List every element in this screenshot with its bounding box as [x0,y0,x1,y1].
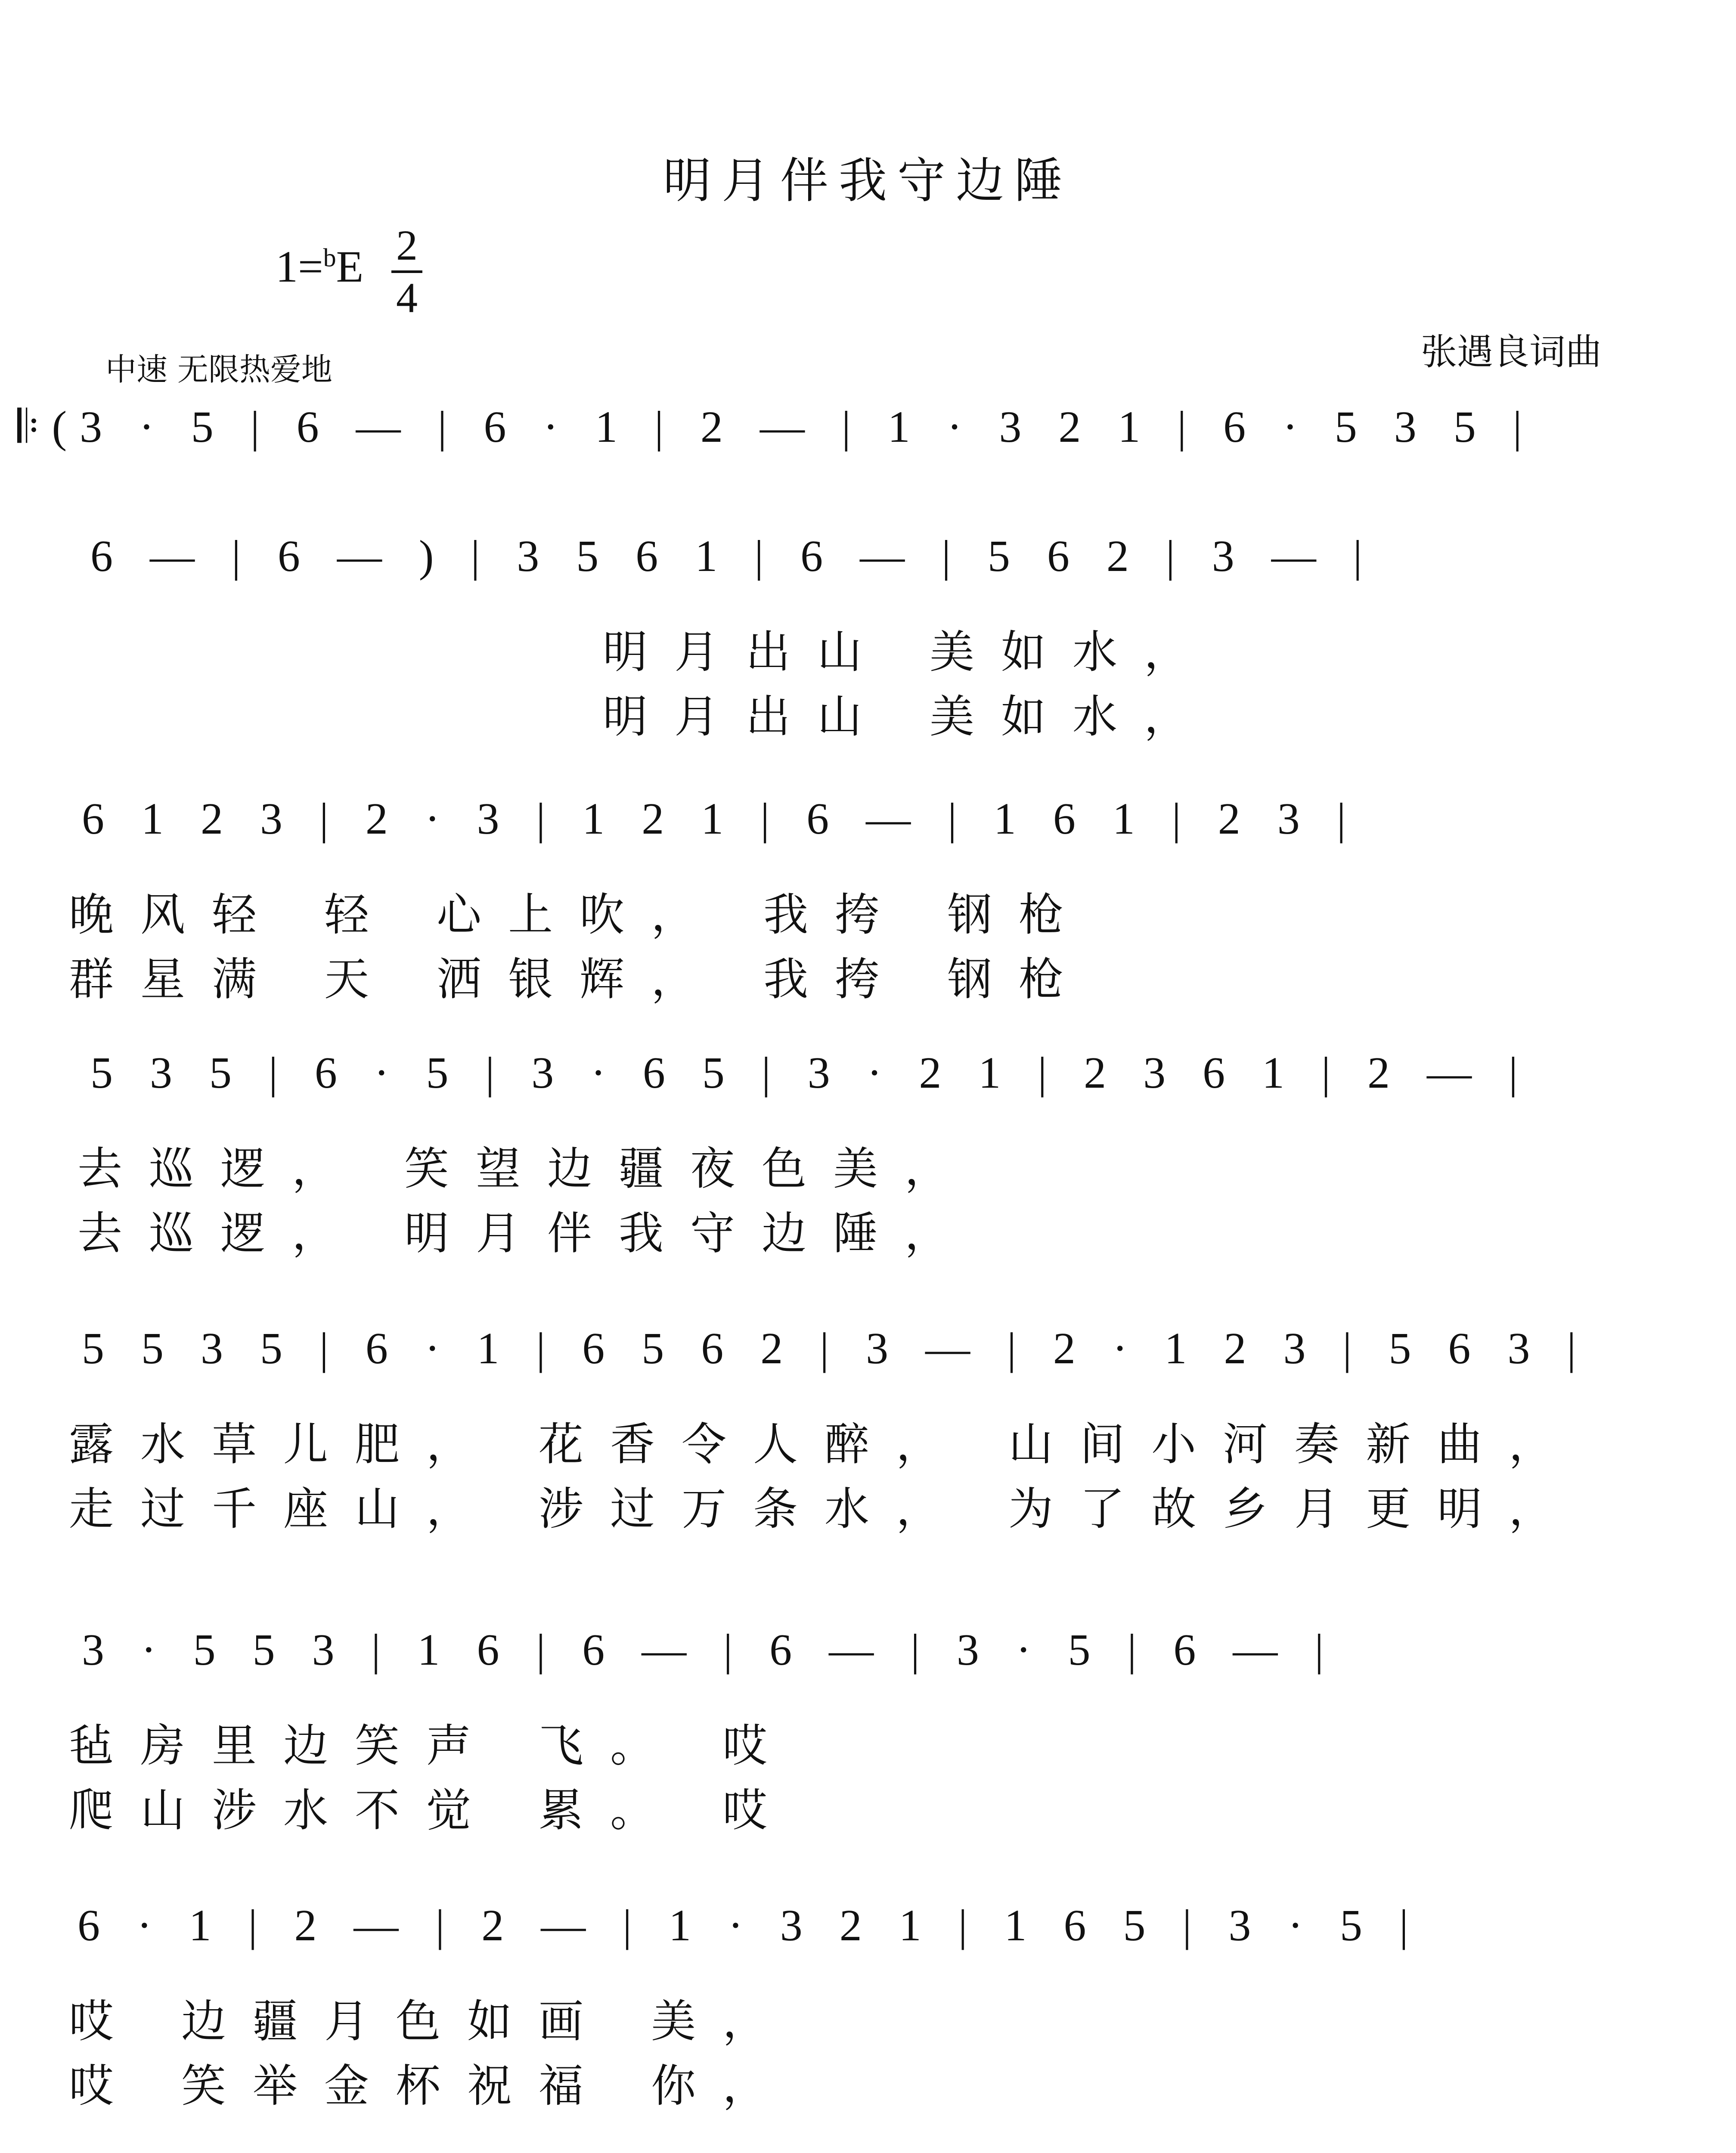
lyrics-verse-2: 群星满 天 洒银辉， 我挎 钢枪 [69,953,1091,1005]
lyrics-verse-2: 爬山涉水不觉 累。 哎 [69,1784,794,1837]
lyrics-verse-2: 去巡逻， 明月伴我守边陲， [78,1207,976,1260]
notation-text: 𝄆(3 · 5 | 6 — | 6 · 1 | 2 — | 1 · 3 2 1 | 6 · 5 3 5 | [17,402,1535,452]
notation-row [0,517,1736,611]
lyrics-verse-1: 毡房里边笑声 飞。 哎 [69,1719,794,1772]
lyrics-verse-1: 明月出山 美如水， [603,626,1216,678]
notation-row [0,1886,1736,1981]
lyrics-verse-2: 明月出山 美如水， [603,690,1216,743]
score-system-2 [0,517,1736,741]
notation-text: 6 · 1 | 2 — | 2 — | 1 · 3 2 1 | 1 6 5 | 3 · 5 | [78,1901,1421,1950]
time-sig-top: 2 [396,221,418,269]
notation-text: 5 3 5 | 6 · 5 | 3 · 6 5 | 3 · 2 1 | 2 3 6 1 | 2 — | [90,1048,1531,1098]
lyrics-verse-2: 哎 笑举金杯祝福 你， [69,2060,794,2112]
lyrics-verse-2: 走过千座山， 涉过万条水， 为了故乡月更明， [69,1483,1581,1535]
score-system-5 [0,1309,1736,1533]
lyrics-verse-1: 哎 边疆月色如画 美， [69,1995,794,2048]
key-flat: b [323,243,336,272]
author-credit: 张遇良词曲 [1421,331,1602,373]
notation-text: 3 · 5 5 3 | 1 6 | 6 — | 6 — | 3 · 5 | 6 — | [82,1625,1337,1675]
notation-row [0,779,1736,874]
time-signature [390,221,424,322]
score-system-7 [0,1886,1736,2110]
key-note: E [336,242,364,292]
score-system-3 [0,779,1736,1003]
notation-row [0,1033,1736,1128]
score-system-6 [0,1610,1736,1837]
notation-row [0,1309,1736,1404]
notation-row [0,388,1736,482]
key-signature [276,241,363,292]
song-title: 明月伴我守边陲 [663,153,1073,209]
lyrics-verse-1: 露水草儿肥， 花香令人醉， 山间小河奏新曲， [69,1418,1581,1470]
lyrics-verse-1: 晚风轻 轻 心上吹， 我挎 钢枪 [69,888,1091,941]
notation-text: 6 — | 6 — ) | 3 5 6 1 | 6 — | 5 6 2 | 3 — | [90,531,1375,581]
lyrics-verse-1: 去巡逻， 笑望边疆夜色美， [78,1142,976,1195]
notation-text: 5 5 3 5 | 6 · 1 | 6 5 6 2 | 3 — | 2 · 1 2 3 | 5 6 3 | [82,1324,1589,1373]
tempo-marking: 中速 无限热爱地 [105,351,332,388]
notation-text: 6 1 2 3 | 2 · 3 | 1 2 1 | 6 — | 1 6 1 | 2 3 | [82,794,1359,844]
score-system-4 [0,1033,1736,1260]
time-sig-bottom: 4 [396,274,418,322]
key-prefix: 1= [276,242,323,292]
notation-row [0,1610,1736,1705]
